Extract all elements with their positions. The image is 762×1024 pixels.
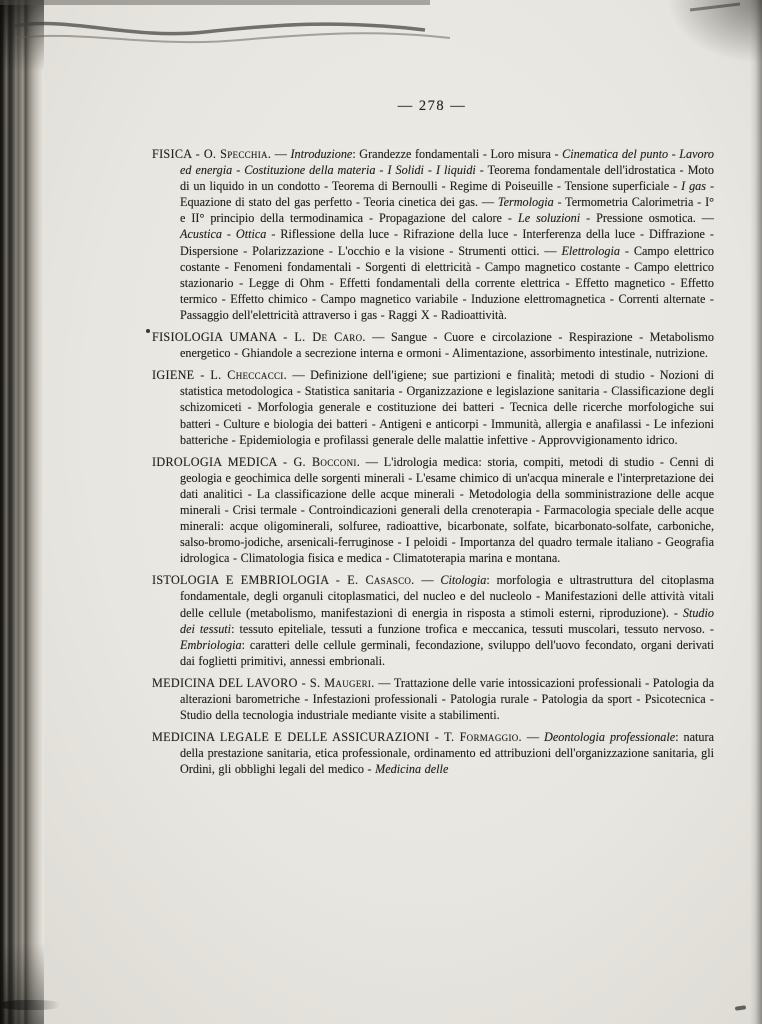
course-text: : caratteri delle cellule germinali, fecondazione, sviluppo dell'uovo fecondato, organi derivati dai foglietti primitivi, annessi embrionali. [180, 637, 714, 668]
course-text-italic: Embriologia [180, 637, 242, 652]
course-text-italic: Elettrologia [561, 243, 620, 258]
scan-speck [735, 1005, 746, 1010]
course-text: - Pressione osmotica. — [580, 211, 714, 226]
course-entry [152, 329, 714, 361]
course-title: FISIOLOGIA UMANA - L. De Caro. [152, 330, 366, 345]
course-title: ISTOLOGIA E EMBRIOLOGIA - E. Casasco. [152, 573, 415, 588]
course-entries [152, 146, 714, 783]
scan-noise-top [0, 0, 762, 70]
course-title: IGIENE - L. Checcacci. [152, 368, 287, 383]
course-title: IDROLOGIA MEDICA - G. Bocconi. [152, 454, 361, 469]
course-text-italic: Deontologia professionale [544, 730, 676, 745]
course-entry [152, 729, 714, 777]
course-text-italic: Citologia [440, 573, 487, 588]
course-text-italic: Cinematica del punto - Lavoro ed energia - Costituzione della materia - I Solidi - I liquidi [180, 147, 715, 178]
course-text: : morfologia e ultrastruttura del citoplasma fondamentale, degli organuli citoplasmatici, del nucleo e del nucleolo - Manifestazioni delle attività vitali delle cellule (metabolismo, manifestazioni di energia in risposta a stimoli esterni, riproduzione). - [180, 573, 714, 620]
scan-noise-top-right [667, 0, 762, 64]
course-text: - Termometria Calorimetria - I° e II° principio della termodinamica - Propagazione del calore - [180, 195, 714, 226]
course-entry [152, 454, 714, 567]
scan-noise-bottom-left [0, 1000, 60, 1010]
course-text-italic: Introduzione [290, 147, 353, 161]
course-text: — [271, 147, 291, 161]
course-title: FISICA - O. Specchia. [152, 147, 272, 161]
course-entry [152, 146, 714, 323]
course-text: — Sangue - Cuore e circolazione - Respirazione - Metabolismo energetico - Ghiandole a secrezione interna e ormoni - Alimentazione, assorbimento intestinale, nutrizione. [180, 330, 714, 361]
page-edge-right [750, 0, 762, 1024]
course-entry [152, 675, 714, 723]
course-text-italic: Le soluzioni [517, 211, 581, 226]
course-text-italic: Termologia [497, 195, 554, 210]
course-text: : tessuto epiteliale, tessuti a funzione trofica e meccanica, tessuti muscolari, tessuto nervoso. - [231, 621, 714, 636]
course-text: — [414, 573, 441, 588]
course-text-italic: Medicina delle [375, 762, 449, 777]
course-text: - Teorema fondamentale dell'idrostatica - Moto di un liquido in un condotto - Teorema di Bernoulli - Regime di Poiseuille - Tensione superficiale - [180, 163, 714, 194]
course-entry [152, 367, 714, 447]
course-entry [152, 572, 714, 669]
course-text-italic: Acustica - Ottica [180, 227, 267, 242]
course-text: - Campo elettrico costante - Fenomeni fondamentali - Sorgenti di elettricità - Campo magnetico costante - Campo elettrico stazionario - Legge di Ohm - Effetti fondamentali della corrente elettrica - Effetto magnetico - Effetto termico - Effetto chimico - Campo magnetico variabile - Induzione elettromagnetica - Correnti alternate - Passaggio dell'elettricità attraverso i gas - Raggi X - Radioattività. [180, 243, 714, 322]
binding-shadow [0, 0, 44, 1024]
course-title: MEDICINA DEL LAVORO - S. Maugeri. [152, 675, 375, 690]
course-text: - Riflessione della luce - Rifrazione della luce - Interferenza della luce - Diffrazione - Dispersione - Polarizzazione - L'occhio e la visione - Strumenti ottici. — [180, 227, 714, 258]
course-text: - Equazione di stato del gas perfetto - Teoria cinetica dei gas. — [180, 179, 715, 210]
course-title: MEDICINA LEGALE E DELLE ASSICURAZIONI - T. Formaggio. [152, 730, 522, 745]
course-text: : natura della prestazione sanitaria, etica professionale, ordinamento ed attribuzioni dell'organizzazione sanitaria, gli Ordini, gli obblighi legali del medico - [180, 730, 714, 777]
margin-mark [146, 329, 150, 333]
course-text: — Trattazione delle varie intossicazioni professionali - Patologia da alterazioni barometriche - Infestazioni professionali - Patologia rurale - Patologia da sport - Psicotecnica - Studio della tecnologia industriale mediante visite a stabilimenti. [180, 675, 714, 723]
course-text-italic: I gas [681, 179, 707, 194]
course-text: : Grandezze fondamentali - Loro misura - [352, 147, 563, 161]
course-text: — L'idrologia medica: storia, compiti, metodi di studio - Cenni di geologia e geochimica delle sorgenti minerali - L'esame chimico di un'acqua minerale e l'interpretazione dei dati analitici - La classificazione delle acque minerali - Metodologia della somministrazione delle acque minerali - Crisi termale - Controindicazioni generali della crenoterapia - Farmacologia speciale delle acque minerali: acque oligominerali, solfuree, radioattive, bicarbonate, solfate, bicarbonato-solfate, carboniche, salso-bromo-jodiche, arsenicali-ferruginose - I peloidi - Importanza del quadro termale italiano - Geografia idrologica - Climatologia fisica e medica - Climatoterapia marina e montana. [180, 454, 714, 566]
course-text-italic: Studio dei tessuti [180, 605, 714, 636]
page-number: — 278 — [397, 98, 467, 114]
course-text: — Definizione dell'igiene; sue partizioni e finalità; metodi di studio - Nozioni di statistica metodologica - Statistica sanitaria - Organizzazione e legislazione sanitaria - Classificazione degli schizomiceti - Morfologia generale e costituzione dei batteri - Tecnica delle ricerche morfologiche sui batteri - Culture e biologia dei batteri - Antigeni e anticorpi - Immunità, allergia e anafilassi - Le infezioni batteriche - Epidemiologia e profilassi generale delle malattie infettive - Approvvigionamento idrico. [180, 368, 714, 447]
course-text: — [521, 730, 545, 745]
